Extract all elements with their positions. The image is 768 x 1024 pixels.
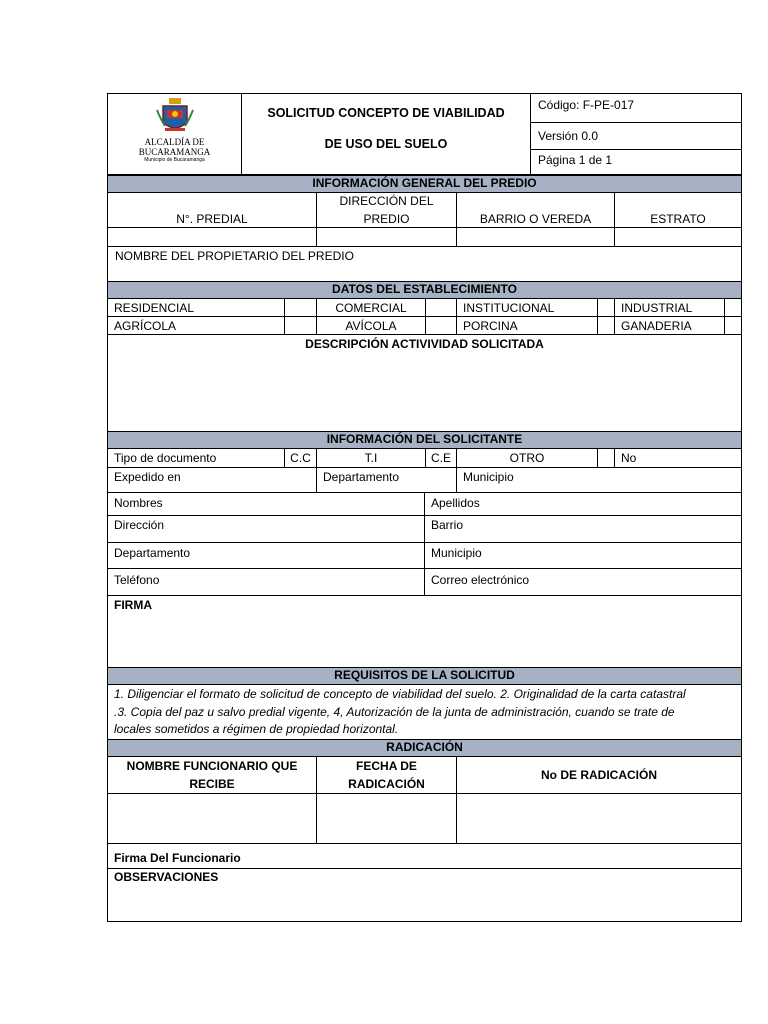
municipio-expedicion-label: Municipio <box>463 470 514 484</box>
doc-ce-option[interactable] <box>425 448 457 468</box>
form-title-line1: SOLICITUD CONCEPTO DE VIABILIDAD <box>267 106 505 120</box>
tipo-avicola-label: AVÍCOLA <box>345 319 397 333</box>
funcionario-header <box>107 756 317 794</box>
expedido-label: Expedido en <box>114 470 181 484</box>
predial-number-header <box>107 192 317 228</box>
correo-label: Correo electrónico <box>431 573 530 587</box>
barrio-vereda-header <box>456 192 615 228</box>
observaciones-field[interactable] <box>107 868 742 922</box>
barrio-label: Barrio <box>431 518 464 532</box>
firma-funcionario-label: Firma Del Funcionario <box>114 851 241 865</box>
apellidos-label: Apellidos <box>431 496 480 510</box>
propietario-label: NOMBRE DEL PROPIETARIO DEL PREDIO <box>115 249 354 263</box>
direccion-predio-field[interactable] <box>316 227 457 247</box>
doc-ce-label: C.E <box>430 451 451 465</box>
expedido-field[interactable] <box>107 467 317 493</box>
tipo-comercial-label: COMERCIAL <box>335 301 407 315</box>
numero-radicacion-label: No DE RADICACIÓN <box>541 768 657 782</box>
tipo-residencial-checkbox[interactable] <box>284 298 317 317</box>
doc-numero-field[interactable] <box>614 448 742 468</box>
tipo-porcina-checkbox[interactable] <box>597 316 615 335</box>
estrato-label: ESTRATO <box>650 212 706 226</box>
descripcion-actividad-field[interactable] <box>107 334 742 432</box>
numero-radicacion-header <box>456 756 742 794</box>
logo-subtitle: Municipio de Bucaramanga <box>144 157 205 163</box>
departamento-expedicion-label: Departamento <box>323 470 400 484</box>
fecha-radicacion-field[interactable] <box>316 793 457 844</box>
municipio-label: Municipio <box>431 546 482 560</box>
funcionario-field[interactable] <box>107 793 317 844</box>
tipo-institucional-label-cell <box>456 298 598 317</box>
tipo-institucional-checkbox[interactable] <box>597 298 615 317</box>
nombres-label: Nombres <box>114 496 163 510</box>
estrato-field[interactable] <box>614 227 742 247</box>
municipio-field[interactable] <box>424 542 742 569</box>
tipo-porcina-label: PORCINA <box>463 319 518 333</box>
doc-cc-option[interactable] <box>284 448 317 468</box>
direccion-predio-header <box>316 192 457 228</box>
tipo-industrial-label: INDUSTRIAL <box>621 301 693 315</box>
tipo-comercial-checkbox[interactable] <box>425 298 457 317</box>
doc-cc-label: C.C <box>290 451 311 465</box>
tipo-industrial-label-cell <box>614 298 725 317</box>
apellidos-field[interactable] <box>424 492 742 516</box>
departamento-field[interactable] <box>107 542 425 569</box>
telefono-field[interactable] <box>107 568 425 596</box>
municipio-expedicion-field[interactable] <box>456 467 742 493</box>
requisitos-line-2: .3. Copia del paz u salvo predial vigente, 4, Autorización de la junta de administración, cuando se trate de <box>114 705 675 719</box>
tipo-residencial-label-cell <box>107 298 285 317</box>
version-cell <box>530 122 742 150</box>
requisitos-line-3: locales sometidos a régimen de propiedad horizontal. <box>114 722 399 736</box>
fecha-radicacion-header <box>316 756 457 794</box>
telefono-label: Teléfono <box>114 573 160 587</box>
tipo-industrial-checkbox[interactable] <box>724 298 742 317</box>
doc-ti-option[interactable] <box>316 448 426 468</box>
doc-otro-option[interactable] <box>456 448 598 468</box>
form-title-cell <box>241 93 531 175</box>
estrato-header <box>614 192 742 228</box>
version-text: Versión 0.0 <box>538 129 599 143</box>
fecha-radicacion-label-2: RADICACIÓN <box>348 777 425 791</box>
form-title-line2: DE USO DEL SUELO <box>324 137 448 151</box>
tipo-avicola-label-cell <box>316 316 426 335</box>
tipo-porcina-label-cell <box>456 316 598 335</box>
firma-funcionario-field[interactable] <box>107 843 742 869</box>
predial-number-label: N°. PREDIAL <box>176 212 248 226</box>
logo-cell <box>107 93 242 175</box>
tipo-agricola-label: AGRÍCOLA <box>114 319 177 333</box>
numero-radicacion-field[interactable] <box>456 793 742 844</box>
section-establecimiento-header: DATOS DEL ESTABLECIMIENTO <box>107 281 742 299</box>
requisitos-text-cell <box>107 684 742 740</box>
direccion-predio-label-2: PREDIO <box>363 212 410 226</box>
funcionario-label-2: RECIBE <box>189 777 235 791</box>
tipo-institucional-label: INSTITUCIONAL <box>463 301 555 315</box>
tipo-ganaderia-label-cell <box>614 316 725 335</box>
direccion-field[interactable] <box>107 515 425 543</box>
pagina-text: Página 1 de 1 <box>538 153 613 167</box>
propietario-field[interactable] <box>107 246 742 282</box>
section-requisitos-header: REQUISITOS DE LA SOLICITUD <box>107 667 742 685</box>
direccion-predio-label-1: DIRECCIÓN DEL <box>339 194 434 208</box>
doc-numero-label: No <box>621 451 637 465</box>
codigo-cell <box>530 93 742 123</box>
nombres-field[interactable] <box>107 492 425 516</box>
predial-number-field[interactable] <box>107 227 317 247</box>
doc-otro-checkbox[interactable] <box>597 448 615 468</box>
departamento-label: Departamento <box>114 546 191 560</box>
departamento-expedicion-field[interactable] <box>316 467 457 493</box>
direccion-label: Dirección <box>114 518 165 532</box>
descripcion-actividad-label: DESCRIPCIÓN ACTIVIVIDAD SOLICITADA <box>305 337 544 351</box>
codigo-text: Código: F-PE-017 <box>538 98 635 112</box>
barrio-vereda-field[interactable] <box>456 227 615 247</box>
fecha-radicacion-label-1: FECHA DE <box>356 759 417 773</box>
barrio-vereda-label: BARRIO O VEREDA <box>479 212 592 226</box>
logo-city: BUCARAMANGA <box>138 147 211 157</box>
tipo-documento-label: Tipo de documento <box>114 451 217 465</box>
tipo-agricola-checkbox[interactable] <box>284 316 317 335</box>
section-predio-header: INFORMACIÓN GENERAL DEL PREDIO <box>107 175 742 193</box>
funcionario-label-1: NOMBRE FUNCIONARIO QUE <box>126 759 298 773</box>
section-solicitante-header: INFORMACIÓN DEL SOLICITANTE <box>107 431 742 449</box>
bucaramanga-coat-of-arms-icon <box>155 96 195 136</box>
pagina-cell <box>530 149 742 175</box>
tipo-documento-label-cell <box>107 448 285 468</box>
doc-ti-label: T.I <box>364 451 378 465</box>
tipo-ganaderia-label: GANADERIA <box>621 319 692 333</box>
doc-otro-label: OTRO <box>509 451 545 465</box>
correo-field[interactable] <box>424 568 742 596</box>
logo-name: ALCALDÍA DE <box>144 137 205 147</box>
tipo-avicola-checkbox[interactable] <box>425 316 457 335</box>
tipo-residencial-label: RESIDENCIAL <box>114 301 195 315</box>
barrio-field[interactable] <box>424 515 742 543</box>
tipo-ganaderia-checkbox[interactable] <box>724 316 742 335</box>
firma-solicitante-field[interactable] <box>107 595 742 668</box>
firma-solicitante-label: FIRMA <box>114 598 152 612</box>
requisitos-line-1: 1. Diligenciar el formato de solicitud de concepto de viabilidad del suelo. 2. Originalidad de la carta catastral <box>114 687 686 701</box>
observaciones-label: OBSERVACIONES <box>114 870 219 884</box>
tipo-agricola-label-cell <box>107 316 285 335</box>
section-radicacion-header: RADICACIÓN <box>107 739 742 757</box>
tipo-comercial-label-cell <box>316 298 426 317</box>
